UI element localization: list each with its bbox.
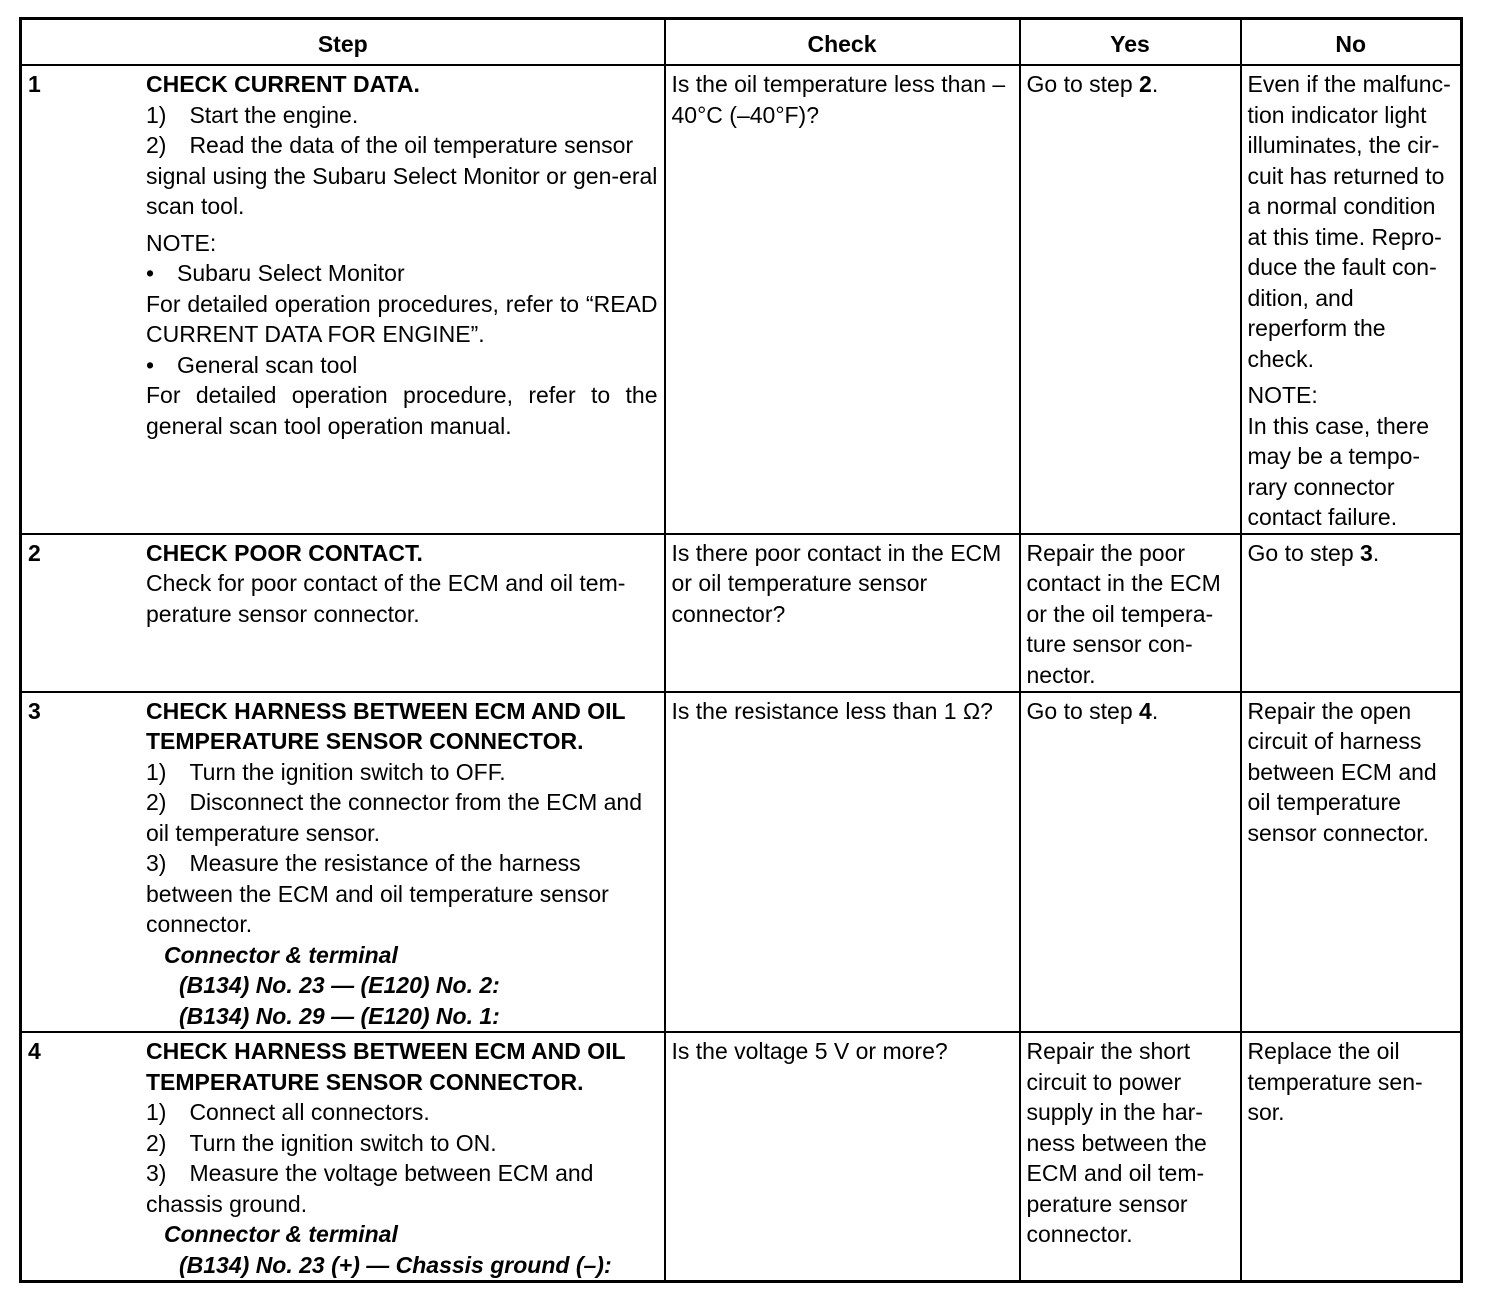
no-text: Even if the malfunc-tion indicator light illuminates, the cir-cuit has returned to a normal condition at this time. Repro-duce the fault con-dition, and reperform the check.: [1247, 71, 1451, 372]
step-instruction: 1) Connect all connectors.: [146, 1099, 430, 1125]
note-bullet: • Subaru Select Monitor: [146, 260, 405, 286]
no-cell: [1241, 534, 1462, 692]
header-step: Step: [21, 19, 665, 66]
step-instruction: 2) Turn the ignition switch to ON.: [146, 1129, 497, 1156]
yes-suffix: .: [1151, 71, 1159, 97]
step-cell: [21, 534, 665, 692]
no-cell: Repair the open circuit of harness between ECM and oil temperature sensor connector.: [1241, 692, 1462, 1033]
step-body: [146, 538, 658, 630]
yes-step-ref: 4: [1139, 697, 1152, 724]
step-title: CHECK HARNESS BETWEEN ECM AND OIL TEMPERATURE SENSOR CONNECTOR.: [146, 697, 626, 754]
step-instruction: 3) Measure the resistance of the harness between the ECM and oil temperature sensor connector.: [146, 850, 609, 937]
no-step-ref: 3: [1360, 539, 1373, 566]
step-instruction: 1) Turn the ignition switch to OFF.: [146, 758, 506, 785]
note-text: For detailed operation procedures, refer to “READ CURRENT DATA FOR ENGINE”.: [146, 290, 658, 347]
no-note-label: NOTE:: [1247, 382, 1318, 408]
no-text: Go to step: [1247, 539, 1361, 566]
step-number: 3: [28, 697, 41, 724]
yes-cell: Repair the short circuit to power supply in the har-ness between the ECM and oil tem-perature sensor connector.: [1020, 1032, 1241, 1282]
check-cell: Is the oil temperature less than –40°C (–40°F)?: [665, 65, 1020, 534]
step-title: CHECK POOR CONTACT.: [146, 539, 423, 566]
step-title: CHECK CURRENT DATA.: [146, 71, 420, 97]
step-instruction: Check for poor contact of the ECM and oil tem-perature sensor connector.: [146, 570, 626, 627]
check-cell: Is the voltage 5 V or more?: [665, 1032, 1020, 1282]
yes-text: Go to step: [1026, 697, 1140, 724]
step-title: CHECK HARNESS BETWEEN ECM AND OIL TEMPERATURE SENSOR CONNECTOR.: [146, 1038, 626, 1095]
step-instruction: 1) Start the engine.: [146, 101, 359, 128]
step-instruction: 2) Read the data of the oil temperature sensor signal using the Subaru Select Monitor or gen-eral scan tool.: [146, 132, 658, 219]
step-cell: [21, 692, 665, 1033]
yes-cell: [1020, 65, 1241, 534]
header-check: Check: [665, 19, 1020, 66]
yes-step-ref: 2: [1139, 71, 1152, 97]
yes-cell: Repair the poor contact in the ECM or the oil tempera-ture sensor con-nector.: [1020, 534, 1241, 692]
no-cell: [1241, 65, 1462, 534]
check-cell: Is there poor contact in the ECM or oil temperature sensor connector?: [665, 534, 1020, 692]
yes-suffix: .: [1151, 697, 1159, 724]
note-label: NOTE:: [146, 229, 217, 256]
table-row: [21, 1032, 1462, 1282]
step-body: [146, 69, 658, 441]
connector-terminal-value: (B134) No. 29 — (E120) No. 1:: [179, 1002, 500, 1029]
step-body: [146, 696, 658, 1032]
diagnostic-table: [19, 17, 1463, 1283]
step-number: 1: [28, 71, 41, 97]
table-row: [21, 534, 1462, 692]
connector-terminal-label: Connector & terminal: [164, 1221, 398, 1247]
step-number: 2: [28, 539, 41, 566]
step-cell: [21, 1032, 665, 1282]
header-yes: Yes: [1020, 19, 1241, 66]
yes-cell: [1020, 692, 1241, 1033]
connector-terminal-label: Connector & terminal: [164, 941, 398, 968]
connector-terminal-value: (B134) No. 23 (+) — Chassis ground (–):: [179, 1251, 612, 1278]
no-suffix: .: [1372, 539, 1380, 566]
connector-terminal-value: (B134) No. 23 — (E120) No. 2:: [179, 972, 500, 998]
note-text: For detailed operation procedure, refer to the general scan tool operation manual.: [146, 382, 658, 439]
no-note-text: In this case, there may be a tempo-rary connector contact failure.: [1247, 412, 1430, 530]
check-cell: Is the resistance less than 1 Ω?: [665, 692, 1020, 1033]
step-body: [146, 1036, 658, 1280]
table-row: [21, 65, 1462, 534]
step-instruction: 2) Disconnect the connector from the ECM and oil temperature sensor.: [146, 789, 643, 846]
yes-text: Go to step: [1026, 71, 1140, 97]
table-row: [21, 692, 1462, 1033]
note-bullet: • General scan tool: [146, 351, 358, 378]
step-number: 4: [28, 1038, 41, 1064]
header-row: [21, 19, 1462, 66]
step-cell: [21, 65, 665, 534]
no-cell: Replace the oil temperature sen-sor.: [1241, 1032, 1462, 1282]
header-no: No: [1241, 19, 1462, 66]
step-instruction: 3) Measure the voltage between ECM and chassis ground.: [146, 1160, 594, 1217]
